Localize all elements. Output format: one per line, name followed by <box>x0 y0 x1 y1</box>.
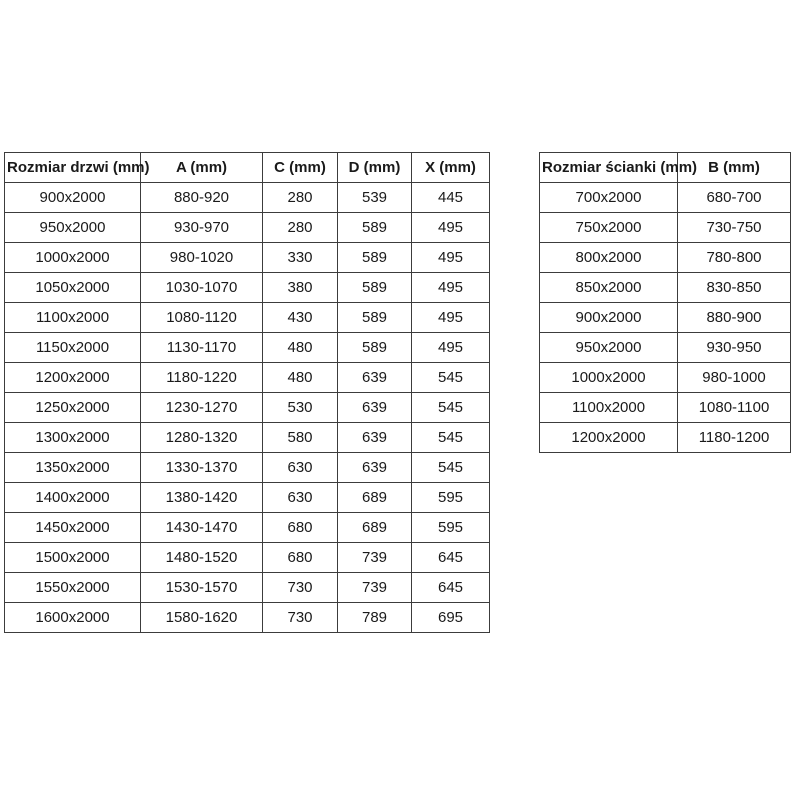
table-cell: 645 <box>412 543 490 573</box>
table-cell: 589 <box>338 243 412 273</box>
table-cell: 1180-1200 <box>678 423 791 453</box>
table-row <box>540 183 791 213</box>
table-cell: 930-950 <box>678 333 791 363</box>
table-cell: 739 <box>338 543 412 573</box>
table-cell: 639 <box>338 453 412 483</box>
table-cell: 545 <box>412 363 490 393</box>
table-row <box>5 453 490 483</box>
table-cell: 850x2000 <box>540 273 678 303</box>
table-cell: 1100x2000 <box>540 393 678 423</box>
table-cell: 950x2000 <box>540 333 678 363</box>
table-row <box>5 513 490 543</box>
column-header: C (mm) <box>263 153 338 183</box>
table-cell: 1350x2000 <box>5 453 141 483</box>
table-cell: 1480-1520 <box>141 543 263 573</box>
table-cell: 800x2000 <box>540 243 678 273</box>
table-row <box>5 243 490 273</box>
table-cell: 495 <box>412 303 490 333</box>
table-cell: 1000x2000 <box>540 363 678 393</box>
table-cell: 630 <box>263 483 338 513</box>
column-header: Rozmiar ścianki (mm) <box>540 153 678 183</box>
table-row <box>5 483 490 513</box>
table-cell: 1300x2000 <box>5 423 141 453</box>
table-cell: 480 <box>263 363 338 393</box>
table-cell: 595 <box>412 513 490 543</box>
table-row <box>5 423 490 453</box>
table-cell: 689 <box>338 513 412 543</box>
table-cell: 1580-1620 <box>141 603 263 633</box>
table-cell: 589 <box>338 213 412 243</box>
table-cell: 1280-1320 <box>141 423 263 453</box>
table-row <box>540 303 791 333</box>
table-cell: 589 <box>338 333 412 363</box>
table-cell: 530 <box>263 393 338 423</box>
table-cell: 1430-1470 <box>141 513 263 543</box>
table-cell: 900x2000 <box>5 183 141 213</box>
table-cell: 589 <box>338 303 412 333</box>
table-cell: 495 <box>412 243 490 273</box>
table-cell: 980-1020 <box>141 243 263 273</box>
column-header: B (mm) <box>678 153 791 183</box>
table-row <box>5 603 490 633</box>
table-cell: 1100x2000 <box>5 303 141 333</box>
table-cell: 950x2000 <box>5 213 141 243</box>
table-cell: 689 <box>338 483 412 513</box>
table-cell: 1330-1370 <box>141 453 263 483</box>
table-cell: 1550x2000 <box>5 573 141 603</box>
column-header: X (mm) <box>412 153 490 183</box>
table-row <box>5 273 490 303</box>
table-cell: 430 <box>263 303 338 333</box>
table-cell: 1050x2000 <box>5 273 141 303</box>
table-cell: 1400x2000 <box>5 483 141 513</box>
table-cell: 1080-1100 <box>678 393 791 423</box>
header-row <box>540 153 791 183</box>
table-cell: 930-970 <box>141 213 263 243</box>
table-cell: 750x2000 <box>540 213 678 243</box>
table-cell: 639 <box>338 423 412 453</box>
table-cell: 1380-1420 <box>141 483 263 513</box>
table-row <box>5 183 490 213</box>
table-row <box>5 363 490 393</box>
table-cell: 1500x2000 <box>5 543 141 573</box>
table-row <box>540 363 791 393</box>
table-cell: 1000x2000 <box>5 243 141 273</box>
table-cell: 445 <box>412 183 490 213</box>
table-cell: 280 <box>263 213 338 243</box>
table-cell: 980-1000 <box>678 363 791 393</box>
table-cell: 680 <box>263 543 338 573</box>
table-row <box>5 393 490 423</box>
table-cell: 900x2000 <box>540 303 678 333</box>
column-header: Rozmiar drzwi (mm) <box>5 153 141 183</box>
table-cell: 680-700 <box>678 183 791 213</box>
table-row <box>540 423 791 453</box>
table-cell: 880-920 <box>141 183 263 213</box>
table-cell: 1250x2000 <box>5 393 141 423</box>
table-cell: 1600x2000 <box>5 603 141 633</box>
table-cell: 1030-1070 <box>141 273 263 303</box>
table-cell: 380 <box>263 273 338 303</box>
table-cell: 730 <box>263 573 338 603</box>
table-cell: 1130-1170 <box>141 333 263 363</box>
table-cell: 639 <box>338 393 412 423</box>
table-cell: 495 <box>412 213 490 243</box>
table-cell: 645 <box>412 573 490 603</box>
column-header: A (mm) <box>141 153 263 183</box>
table-row <box>5 303 490 333</box>
header-row <box>5 153 490 183</box>
table-cell: 730 <box>263 603 338 633</box>
table-row <box>540 273 791 303</box>
table-cell: 630 <box>263 453 338 483</box>
table-cell: 700x2000 <box>540 183 678 213</box>
table-cell: 330 <box>263 243 338 273</box>
table-cell: 580 <box>263 423 338 453</box>
table-cell: 739 <box>338 573 412 603</box>
table-cell: 1200x2000 <box>5 363 141 393</box>
table-row <box>540 393 791 423</box>
table-cell: 495 <box>412 333 490 363</box>
table-cell: 1530-1570 <box>141 573 263 603</box>
wall-size-table <box>539 152 791 453</box>
table-cell: 545 <box>412 423 490 453</box>
table-cell: 480 <box>263 333 338 363</box>
table-cell: 595 <box>412 483 490 513</box>
table-row <box>5 543 490 573</box>
table-cell: 680 <box>263 513 338 543</box>
table-cell: 1230-1270 <box>141 393 263 423</box>
table-cell: 730-750 <box>678 213 791 243</box>
table-cell: 830-850 <box>678 273 791 303</box>
table-row <box>540 243 791 273</box>
table-row <box>5 333 490 363</box>
table-cell: 1180-1220 <box>141 363 263 393</box>
table-row <box>5 573 490 603</box>
table-cell: 1080-1120 <box>141 303 263 333</box>
table-cell: 539 <box>338 183 412 213</box>
column-header: D (mm) <box>338 153 412 183</box>
table-cell: 545 <box>412 393 490 423</box>
table-row <box>540 213 791 243</box>
table-cell: 1150x2000 <box>5 333 141 363</box>
table-cell: 280 <box>263 183 338 213</box>
door-size-table <box>4 152 490 633</box>
table-cell: 639 <box>338 363 412 393</box>
table-cell: 1450x2000 <box>5 513 141 543</box>
table-cell: 495 <box>412 273 490 303</box>
table-cell: 789 <box>338 603 412 633</box>
table-cell: 589 <box>338 273 412 303</box>
table-row <box>540 333 791 363</box>
table-cell: 545 <box>412 453 490 483</box>
table-cell: 695 <box>412 603 490 633</box>
table-row <box>5 213 490 243</box>
table-cell: 780-800 <box>678 243 791 273</box>
table-cell: 880-900 <box>678 303 791 333</box>
table-cell: 1200x2000 <box>540 423 678 453</box>
